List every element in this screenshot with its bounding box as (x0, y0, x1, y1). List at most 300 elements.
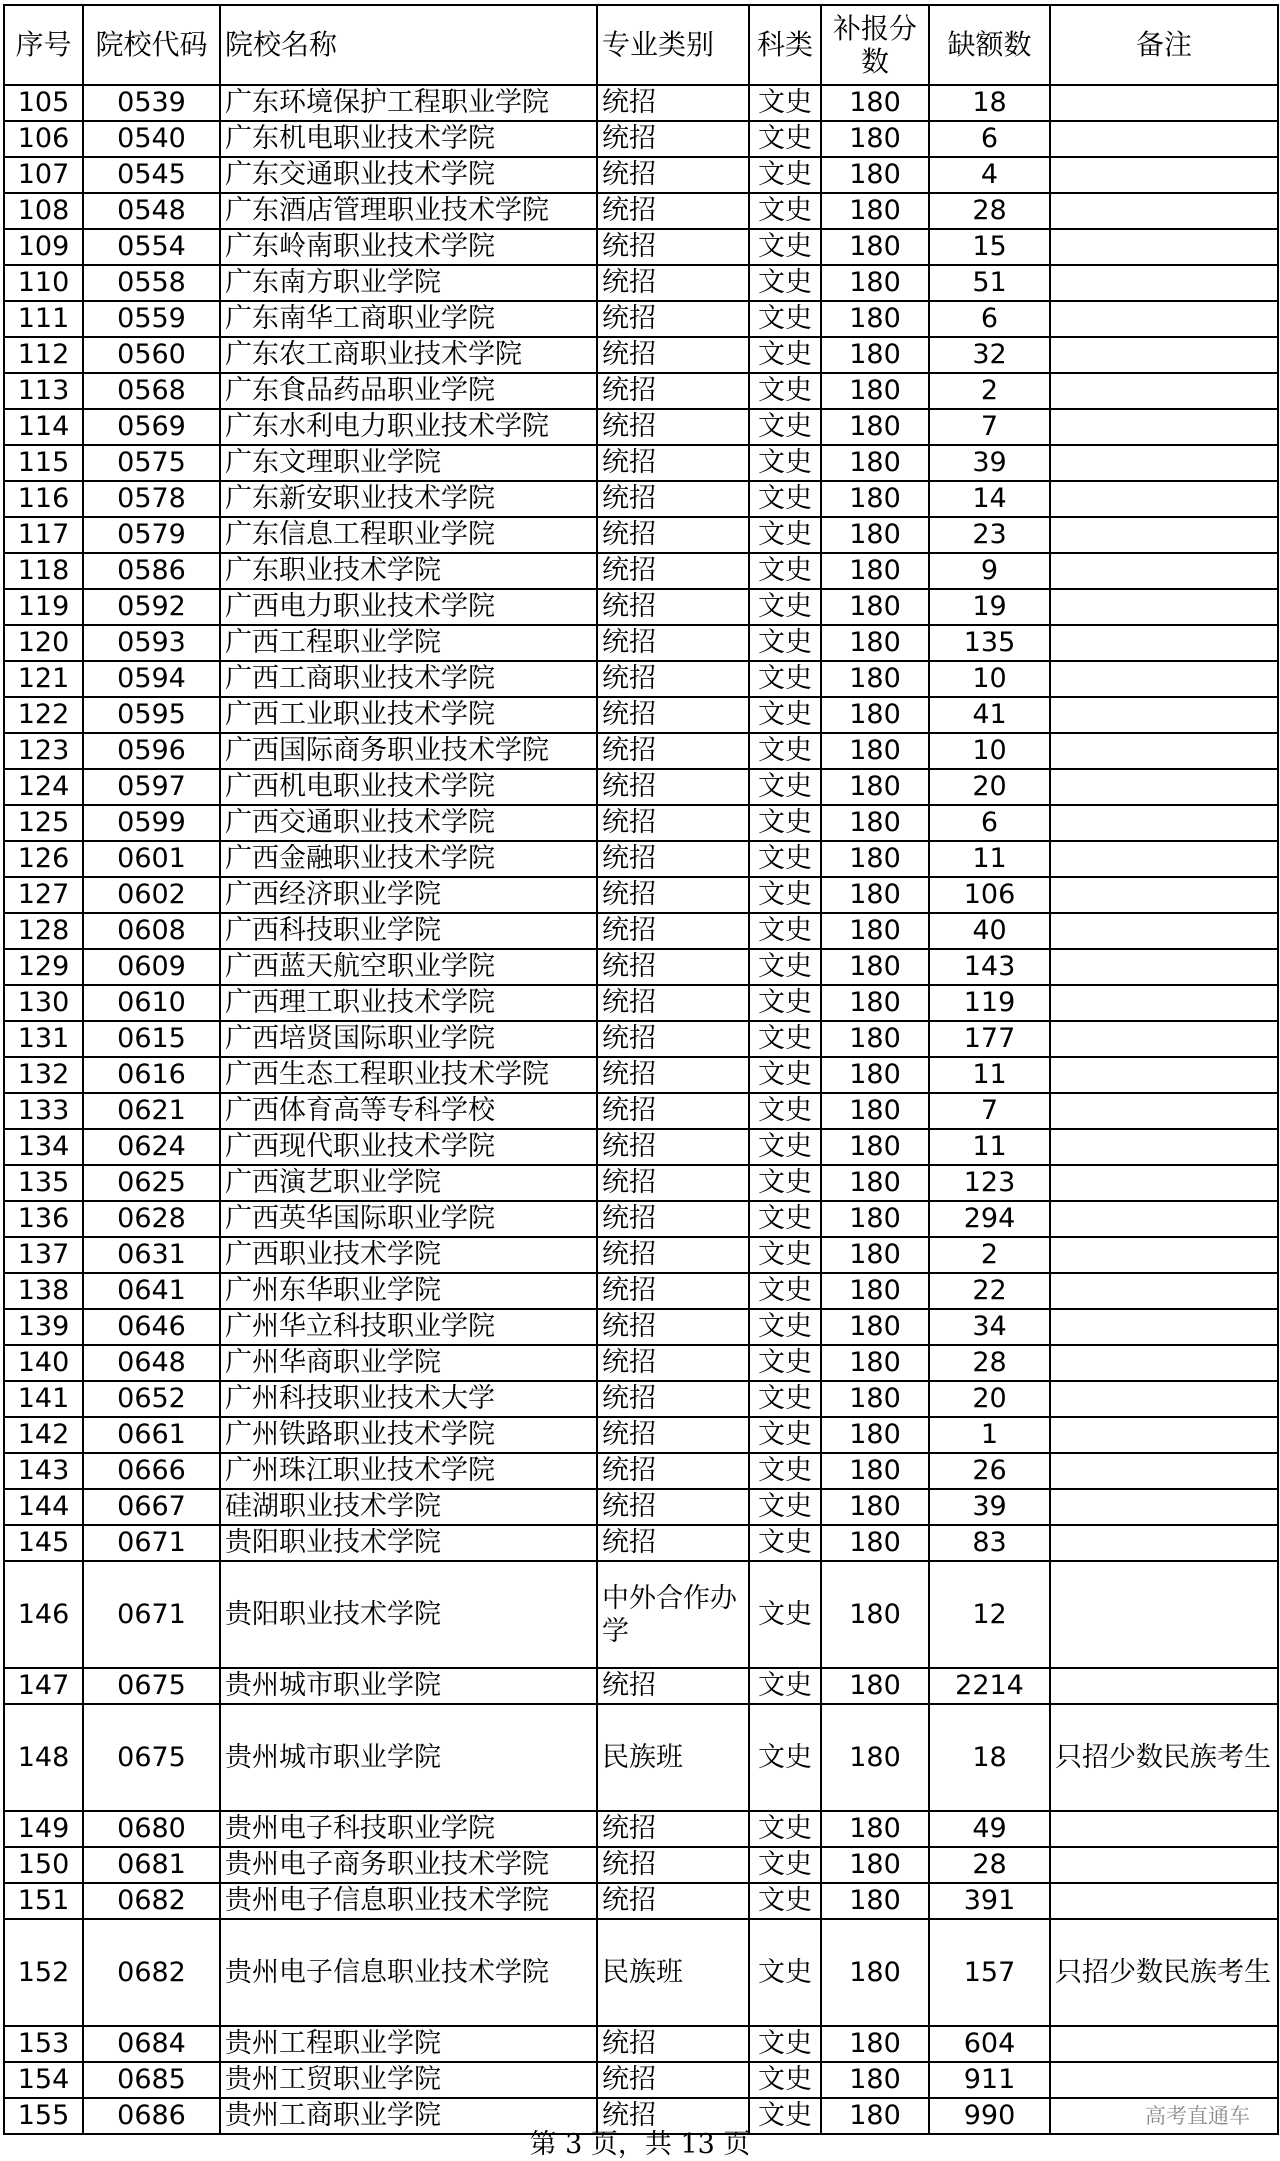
cell-school-name: 广西工商职业技术学院 (220, 661, 597, 697)
cell-school-name: 广西工程职业学院 (220, 625, 597, 661)
cell-remarks (1050, 1309, 1278, 1345)
cell-seq: 133 (4, 1093, 83, 1129)
table-row (4, 1525, 1278, 1561)
cell-supplement-score: 180 (821, 913, 929, 949)
cell-school-code: 0684 (83, 2026, 220, 2062)
cell-remarks (1050, 193, 1278, 229)
cell-supplement-score: 180 (821, 661, 929, 697)
cell-subject: 文史 (749, 877, 821, 913)
header-subject: 科类 (749, 5, 821, 85)
cell-supplement-score: 180 (821, 805, 929, 841)
cell-supplement-score: 180 (821, 1453, 929, 1489)
cell-school-name: 广州华立科技职业学院 (220, 1309, 597, 1345)
cell-subject: 文史 (749, 1093, 821, 1129)
cell-school-code: 0568 (83, 373, 220, 409)
cell-supplement-score: 180 (821, 2026, 929, 2062)
cell-major-type: 统招 (597, 157, 749, 193)
cell-major-type: 统招 (597, 661, 749, 697)
cell-supplement-score: 180 (821, 85, 929, 121)
cell-subject: 文史 (749, 1417, 821, 1453)
cell-seq: 112 (4, 337, 83, 373)
cell-vacancy: 34 (929, 1309, 1050, 1345)
cell-subject: 文史 (749, 337, 821, 373)
cell-vacancy: 6 (929, 121, 1050, 157)
table-row (4, 2062, 1278, 2098)
cell-seq: 135 (4, 1165, 83, 1201)
cell-school-code: 0686 (83, 2098, 220, 2134)
cell-school-code: 0682 (83, 1883, 220, 1919)
cell-vacancy: 10 (929, 661, 1050, 697)
cell-seq: 127 (4, 877, 83, 913)
cell-vacancy: 39 (929, 1489, 1050, 1525)
cell-school-name: 广东交通职业技术学院 (220, 157, 597, 193)
cell-school-code: 0592 (83, 589, 220, 625)
cell-remarks (1050, 1417, 1278, 1453)
cell-supplement-score: 180 (821, 697, 929, 733)
cell-school-code: 0675 (83, 1704, 220, 1811)
cell-school-name: 广州铁路职业技术学院 (220, 1417, 597, 1453)
cell-major-type: 统招 (597, 949, 749, 985)
cell-seq: 142 (4, 1417, 83, 1453)
cell-supplement-score: 180 (821, 1057, 929, 1093)
cell-major-type: 统招 (597, 1453, 749, 1489)
cell-school-code: 0569 (83, 409, 220, 445)
cell-supplement-score: 180 (821, 1811, 929, 1847)
cell-school-code: 0554 (83, 229, 220, 265)
cell-subject: 文史 (749, 553, 821, 589)
table-row (4, 1165, 1278, 1201)
cell-supplement-score: 180 (821, 553, 929, 589)
header-vacancy: 缺额数 (929, 5, 1050, 85)
cell-remarks (1050, 1165, 1278, 1201)
cell-remarks (1050, 1093, 1278, 1129)
cell-school-code: 0540 (83, 121, 220, 157)
cell-subject: 文史 (749, 229, 821, 265)
cell-vacancy: 11 (929, 1129, 1050, 1165)
cell-major-type: 统招 (597, 553, 749, 589)
cell-seq: 150 (4, 1847, 83, 1883)
cell-school-name: 广西职业技术学院 (220, 1237, 597, 1273)
cell-seq: 136 (4, 1201, 83, 1237)
cell-subject: 文史 (749, 2098, 821, 2134)
cell-major-type: 统招 (597, 1093, 749, 1129)
cell-school-code: 0558 (83, 265, 220, 301)
cell-school-name: 贵州城市职业学院 (220, 1668, 597, 1704)
cell-major-type: 统招 (597, 1309, 749, 1345)
cell-seq: 126 (4, 841, 83, 877)
cell-major-type: 统招 (597, 805, 749, 841)
cell-seq: 110 (4, 265, 83, 301)
cell-remarks: 只招少数民族考生 (1050, 1919, 1278, 2026)
cell-remarks (1050, 841, 1278, 877)
cell-subject: 文史 (749, 1919, 821, 2026)
cell-school-code: 0615 (83, 1021, 220, 1057)
table-body (4, 85, 1278, 2134)
cell-seq: 107 (4, 157, 83, 193)
cell-vacancy: 7 (929, 409, 1050, 445)
cell-seq: 116 (4, 481, 83, 517)
cell-school-name: 贵州工程职业学院 (220, 2026, 597, 2062)
cell-subject: 文史 (749, 805, 821, 841)
table-row (4, 517, 1278, 553)
header-seq: 序号 (4, 5, 83, 85)
cell-vacancy: 40 (929, 913, 1050, 949)
cell-remarks (1050, 301, 1278, 337)
cell-subject: 文史 (749, 1883, 821, 1919)
table-row (4, 337, 1278, 373)
cell-vacancy: 15 (929, 229, 1050, 265)
cell-subject: 文史 (749, 1345, 821, 1381)
cell-subject: 文史 (749, 1704, 821, 1811)
cell-school-name: 广东南华工商职业学院 (220, 301, 597, 337)
cell-subject: 文史 (749, 1309, 821, 1345)
cell-major-type: 统招 (597, 481, 749, 517)
cell-seq: 148 (4, 1704, 83, 1811)
cell-vacancy: 20 (929, 769, 1050, 805)
cell-seq: 105 (4, 85, 83, 121)
cell-remarks (1050, 1273, 1278, 1309)
table-row (4, 1381, 1278, 1417)
cell-subject: 文史 (749, 661, 821, 697)
cell-seq: 149 (4, 1811, 83, 1847)
cell-major-type: 统招 (597, 121, 749, 157)
cell-supplement-score: 180 (821, 589, 929, 625)
cell-vacancy: 28 (929, 193, 1050, 229)
table-row (4, 1453, 1278, 1489)
cell-school-name: 广西电力职业技术学院 (220, 589, 597, 625)
cell-supplement-score: 180 (821, 1417, 929, 1453)
cell-subject: 文史 (749, 265, 821, 301)
table-row (4, 661, 1278, 697)
cell-vacancy: 157 (929, 1919, 1050, 2026)
cell-school-name: 广西金融职业技术学院 (220, 841, 597, 877)
cell-major-type: 统招 (597, 985, 749, 1021)
cell-major-type: 统招 (597, 265, 749, 301)
cell-seq: 109 (4, 229, 83, 265)
cell-school-code: 0559 (83, 301, 220, 337)
cell-school-name: 广西机电职业技术学院 (220, 769, 597, 805)
cell-school-code: 0625 (83, 1165, 220, 1201)
cell-vacancy: 11 (929, 841, 1050, 877)
cell-remarks (1050, 337, 1278, 373)
cell-school-code: 0631 (83, 1237, 220, 1273)
cell-seq: 114 (4, 409, 83, 445)
cell-major-type: 统招 (597, 913, 749, 949)
admissions-table (3, 4, 1279, 2135)
cell-school-name: 贵州工贸职业学院 (220, 2062, 597, 2098)
cell-subject: 文史 (749, 1021, 821, 1057)
cell-school-code: 0616 (83, 1057, 220, 1093)
cell-major-type: 统招 (597, 85, 749, 121)
cell-vacancy: 6 (929, 301, 1050, 337)
header-school-name: 院校名称 (220, 5, 597, 85)
cell-vacancy: 135 (929, 625, 1050, 661)
cell-subject: 文史 (749, 1381, 821, 1417)
cell-supplement-score: 180 (821, 949, 929, 985)
cell-school-name: 广州华商职业学院 (220, 1345, 597, 1381)
cell-seq: 146 (4, 1561, 83, 1668)
cell-major-type: 统招 (597, 1273, 749, 1309)
cell-remarks (1050, 373, 1278, 409)
cell-vacancy: 294 (929, 1201, 1050, 1237)
cell-seq: 140 (4, 1345, 83, 1381)
cell-major-type: 统招 (597, 445, 749, 481)
cell-school-name: 贵州电子信息职业技术学院 (220, 1919, 597, 2026)
header-row (4, 5, 1278, 85)
cell-major-type: 统招 (597, 1021, 749, 1057)
cell-major-type: 统招 (597, 373, 749, 409)
cell-seq: 122 (4, 697, 83, 733)
cell-seq: 124 (4, 769, 83, 805)
cell-subject: 文史 (749, 1525, 821, 1561)
cell-seq: 108 (4, 193, 83, 229)
cell-supplement-score: 180 (821, 1883, 929, 1919)
table-row (4, 229, 1278, 265)
cell-school-name: 广西理工职业技术学院 (220, 985, 597, 1021)
table-row (4, 121, 1278, 157)
cell-vacancy: 119 (929, 985, 1050, 1021)
cell-supplement-score: 180 (821, 1129, 929, 1165)
cell-school-code: 0648 (83, 1345, 220, 1381)
table-row (4, 85, 1278, 121)
table-row (4, 877, 1278, 913)
cell-supplement-score: 180 (821, 1668, 929, 1704)
cell-supplement-score: 180 (821, 373, 929, 409)
cell-supplement-score: 180 (821, 1093, 929, 1129)
cell-supplement-score: 180 (821, 1165, 929, 1201)
cell-school-code: 0652 (83, 1381, 220, 1417)
cell-school-name: 广西培贤国际职业学院 (220, 1021, 597, 1057)
cell-school-name: 广西生态工程职业技术学院 (220, 1057, 597, 1093)
cell-remarks (1050, 1883, 1278, 1919)
cell-supplement-score: 180 (821, 409, 929, 445)
cell-vacancy: 49 (929, 1811, 1050, 1847)
cell-school-code: 0667 (83, 1489, 220, 1525)
cell-remarks (1050, 1057, 1278, 1093)
cell-remarks (1050, 2026, 1278, 2062)
cell-vacancy: 911 (929, 2062, 1050, 2098)
cell-major-type: 统招 (597, 1811, 749, 1847)
cell-remarks (1050, 877, 1278, 913)
cell-remarks (1050, 1525, 1278, 1561)
cell-vacancy: 51 (929, 265, 1050, 301)
cell-supplement-score: 180 (821, 1309, 929, 1345)
cell-supplement-score: 180 (821, 1381, 929, 1417)
header-supplement-score: 补报分数 (821, 5, 929, 85)
cell-subject: 文史 (749, 85, 821, 121)
cell-school-code: 0682 (83, 1919, 220, 2026)
cell-vacancy: 41 (929, 697, 1050, 733)
cell-supplement-score: 180 (821, 301, 929, 337)
table-row (4, 841, 1278, 877)
cell-school-name: 贵州电子信息职业技术学院 (220, 1883, 597, 1919)
table-row (4, 1273, 1278, 1309)
cell-supplement-score: 180 (821, 445, 929, 481)
cell-school-code: 0596 (83, 733, 220, 769)
cell-school-code: 0548 (83, 193, 220, 229)
cell-major-type: 统招 (597, 625, 749, 661)
cell-subject: 文史 (749, 1237, 821, 1273)
cell-school-name: 贵阳职业技术学院 (220, 1561, 597, 1668)
cell-seq: 118 (4, 553, 83, 589)
cell-school-name: 广东文理职业学院 (220, 445, 597, 481)
cell-school-name: 广东信息工程职业学院 (220, 517, 597, 553)
cell-subject: 文史 (749, 1453, 821, 1489)
cell-subject: 文史 (749, 157, 821, 193)
cell-supplement-score: 180 (821, 733, 929, 769)
cell-supplement-score: 180 (821, 769, 929, 805)
cell-seq: 137 (4, 1237, 83, 1273)
cell-major-type: 统招 (597, 1201, 749, 1237)
cell-remarks (1050, 517, 1278, 553)
table-row (4, 1201, 1278, 1237)
cell-remarks (1050, 85, 1278, 121)
cell-subject: 文史 (749, 1129, 821, 1165)
table-row (4, 1237, 1278, 1273)
cell-remarks (1050, 1847, 1278, 1883)
table-row (4, 1345, 1278, 1381)
cell-vacancy: 123 (929, 1165, 1050, 1201)
cell-school-code: 0575 (83, 445, 220, 481)
cell-seq: 129 (4, 949, 83, 985)
cell-subject: 文史 (749, 121, 821, 157)
cell-vacancy: 106 (929, 877, 1050, 913)
cell-subject: 文史 (749, 1057, 821, 1093)
cell-supplement-score: 180 (821, 1237, 929, 1273)
cell-subject: 文史 (749, 193, 821, 229)
cell-major-type: 统招 (597, 877, 749, 913)
cell-remarks (1050, 913, 1278, 949)
table-row (4, 157, 1278, 193)
table-row (4, 1057, 1278, 1093)
table-row (4, 409, 1278, 445)
cell-subject: 文史 (749, 1811, 821, 1847)
cell-school-code: 0671 (83, 1525, 220, 1561)
cell-vacancy: 28 (929, 1847, 1050, 1883)
cell-school-name: 贵州电子商务职业技术学院 (220, 1847, 597, 1883)
cell-vacancy: 10 (929, 733, 1050, 769)
cell-seq: 115 (4, 445, 83, 481)
cell-school-code: 0646 (83, 1309, 220, 1345)
cell-subject: 文史 (749, 1165, 821, 1201)
cell-remarks (1050, 1811, 1278, 1847)
cell-subject: 文史 (749, 2062, 821, 2098)
cell-major-type: 统招 (597, 769, 749, 805)
cell-major-type: 民族班 (597, 1704, 749, 1811)
cell-subject: 文史 (749, 841, 821, 877)
cell-school-name: 广州科技职业技术大学 (220, 1381, 597, 1417)
cell-school-code: 0601 (83, 841, 220, 877)
cell-major-type: 民族班 (597, 1919, 749, 2026)
cell-school-name: 贵阳职业技术学院 (220, 1525, 597, 1561)
cell-school-code: 0661 (83, 1417, 220, 1453)
cell-remarks (1050, 1489, 1278, 1525)
cell-major-type: 统招 (597, 1165, 749, 1201)
cell-supplement-score: 180 (821, 1021, 929, 1057)
cell-subject: 文史 (749, 481, 821, 517)
cell-school-code: 0621 (83, 1093, 220, 1129)
cell-remarks (1050, 157, 1278, 193)
cell-school-name: 贵州工商职业学院 (220, 2098, 597, 2134)
cell-seq: 145 (4, 1525, 83, 1561)
cell-remarks (1050, 1561, 1278, 1668)
cell-school-code: 0539 (83, 85, 220, 121)
cell-major-type: 统招 (597, 337, 749, 373)
cell-supplement-score: 180 (821, 1345, 929, 1381)
table-row (4, 697, 1278, 733)
cell-school-code: 0610 (83, 985, 220, 1021)
cell-school-code: 0666 (83, 1453, 220, 1489)
cell-supplement-score: 180 (821, 121, 929, 157)
cell-major-type: 统招 (597, 409, 749, 445)
cell-subject: 文史 (749, 2026, 821, 2062)
cell-vacancy: 28 (929, 1345, 1050, 1381)
cell-remarks (1050, 553, 1278, 589)
cell-subject: 文史 (749, 769, 821, 805)
cell-school-code: 0628 (83, 1201, 220, 1237)
cell-remarks (1050, 1201, 1278, 1237)
cell-vacancy: 7 (929, 1093, 1050, 1129)
table-row (4, 1668, 1278, 1704)
cell-subject: 文史 (749, 589, 821, 625)
cell-major-type: 统招 (597, 1345, 749, 1381)
cell-school-name: 广州东华职业学院 (220, 1273, 597, 1309)
cell-remarks (1050, 121, 1278, 157)
page-footer: 第 3 页，共 13 页 (529, 2129, 751, 2160)
cell-seq: 120 (4, 625, 83, 661)
cell-school-name: 广西国际商务职业技术学院 (220, 733, 597, 769)
cell-remarks (1050, 445, 1278, 481)
cell-supplement-score: 180 (821, 841, 929, 877)
cell-school-name: 广西经济职业学院 (220, 877, 597, 913)
table-row (4, 265, 1278, 301)
cell-supplement-score: 180 (821, 157, 929, 193)
cell-school-name: 广东新安职业技术学院 (220, 481, 597, 517)
table-row (4, 805, 1278, 841)
table-row (4, 1021, 1278, 1057)
cell-major-type: 统招 (597, 1489, 749, 1525)
table-row (4, 1417, 1278, 1453)
cell-school-name: 广西现代职业技术学院 (220, 1129, 597, 1165)
cell-school-name: 广东酒店管理职业技术学院 (220, 193, 597, 229)
cell-remarks (1050, 265, 1278, 301)
cell-remarks (1050, 1129, 1278, 1165)
cell-school-code: 0545 (83, 157, 220, 193)
cell-supplement-score: 180 (821, 1489, 929, 1525)
header-school-code: 院校代码 (83, 5, 220, 85)
cell-supplement-score: 180 (821, 517, 929, 553)
cell-remarks (1050, 805, 1278, 841)
cell-vacancy: 2 (929, 373, 1050, 409)
cell-remarks (1050, 697, 1278, 733)
cell-remarks (1050, 661, 1278, 697)
cell-supplement-score: 180 (821, 1704, 929, 1811)
cell-school-name: 广西蓝天航空职业学院 (220, 949, 597, 985)
table-row (4, 1704, 1278, 1811)
cell-remarks: 只招少数民族考生 (1050, 1704, 1278, 1811)
table-row (4, 1811, 1278, 1847)
cell-seq: 106 (4, 121, 83, 157)
cell-supplement-score: 180 (821, 193, 929, 229)
cell-remarks (1050, 2062, 1278, 2098)
cell-school-code: 0681 (83, 1847, 220, 1883)
cell-supplement-score: 180 (821, 625, 929, 661)
cell-major-type: 统招 (597, 1847, 749, 1883)
cell-seq: 125 (4, 805, 83, 841)
cell-school-name: 硅湖职业技术学院 (220, 1489, 597, 1525)
cell-seq: 144 (4, 1489, 83, 1525)
cell-school-name: 广东南方职业学院 (220, 265, 597, 301)
